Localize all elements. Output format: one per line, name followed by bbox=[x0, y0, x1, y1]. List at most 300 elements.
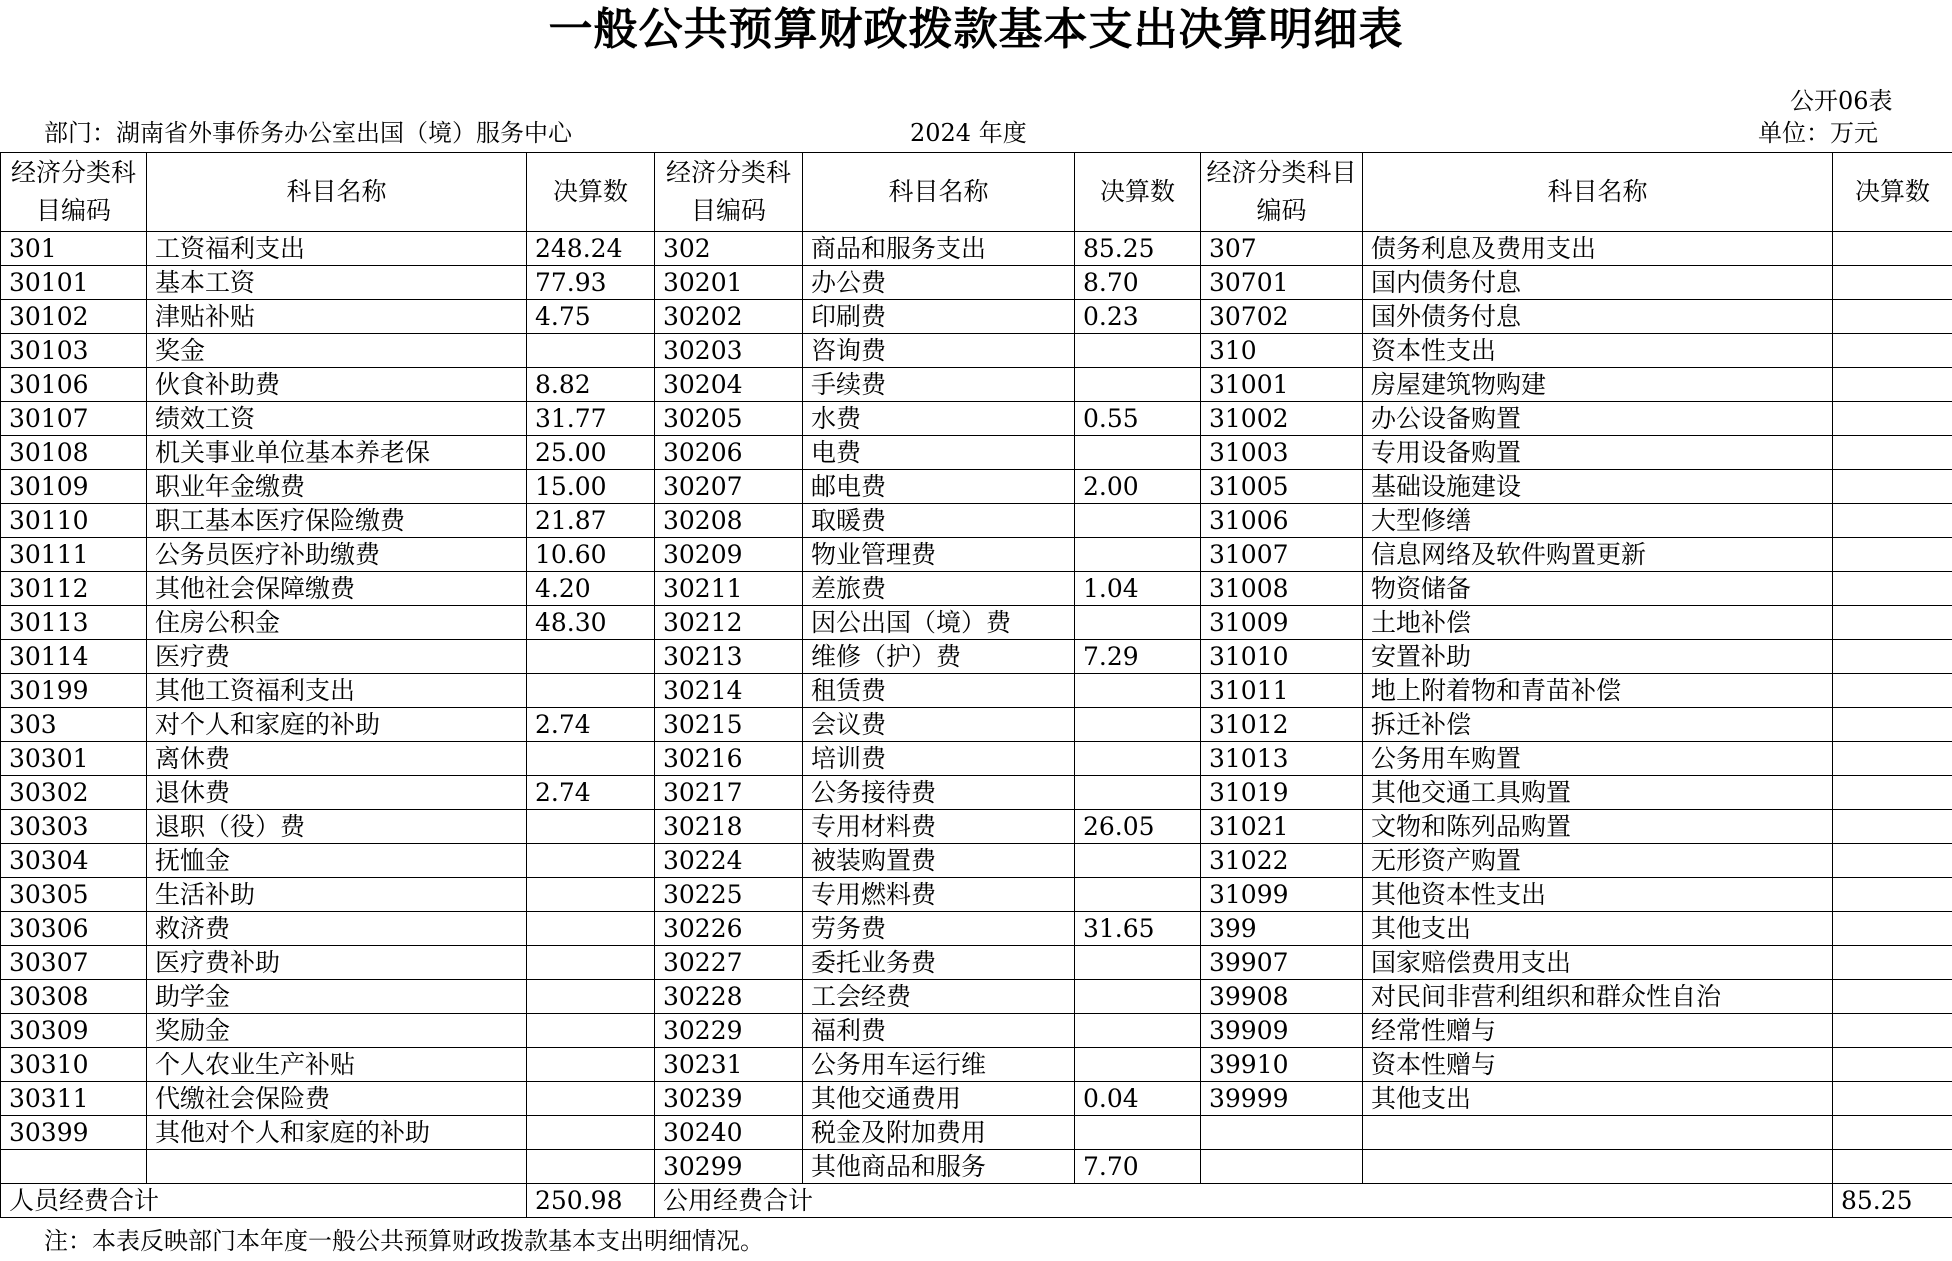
cell-code bbox=[1201, 1116, 1363, 1150]
cell-code: 31007 bbox=[1201, 538, 1363, 572]
unit-label: 单位：万元 bbox=[1758, 119, 1878, 147]
cell-amount bbox=[527, 810, 655, 844]
cell-amount bbox=[527, 334, 655, 368]
cell-name: 物业管理费 bbox=[803, 538, 1075, 572]
cell-code: 30217 bbox=[655, 776, 803, 810]
cell-name: 安置补助 bbox=[1363, 640, 1833, 674]
cell-amount bbox=[1833, 1150, 1952, 1184]
header-name-2: 科目名称 bbox=[803, 153, 1075, 232]
cell-amount bbox=[1833, 504, 1952, 538]
cell-amount bbox=[1833, 742, 1952, 776]
cell-name: 资本性支出 bbox=[1363, 334, 1833, 368]
cell-name: 会议费 bbox=[803, 708, 1075, 742]
cell-amount bbox=[1075, 538, 1201, 572]
cell-code: 30309 bbox=[1, 1014, 147, 1048]
cell-name: 其他支出 bbox=[1363, 1082, 1833, 1116]
cell-amount: 48.30 bbox=[527, 606, 655, 640]
cell-code: 30239 bbox=[655, 1082, 803, 1116]
cell-code: 30212 bbox=[655, 606, 803, 640]
cell-code: 30304 bbox=[1, 844, 147, 878]
cell-amount bbox=[527, 844, 655, 878]
cell-amount bbox=[1833, 402, 1952, 436]
cell-amount bbox=[1075, 368, 1201, 402]
cell-name: 医疗费补助 bbox=[147, 946, 527, 980]
cell-amount: 15.00 bbox=[527, 470, 655, 504]
cell-name: 机关事业单位基本养老保 bbox=[147, 436, 527, 470]
cell-code: 31022 bbox=[1201, 844, 1363, 878]
cell-code: 30702 bbox=[1201, 300, 1363, 334]
cell-amount: 8.70 bbox=[1075, 266, 1201, 300]
table-row bbox=[1, 538, 1952, 572]
cell-name: 医疗费 bbox=[147, 640, 527, 674]
header-code-1: 经济分类科目编码 bbox=[1, 153, 147, 232]
cell-code: 30305 bbox=[1, 878, 147, 912]
cell-name: 其他支出 bbox=[1363, 912, 1833, 946]
cell-amount: 85.25 bbox=[1075, 232, 1201, 266]
table-row bbox=[1, 912, 1952, 946]
cell-amount bbox=[1833, 674, 1952, 708]
table-header-row bbox=[1, 153, 1952, 232]
table-row bbox=[1, 776, 1952, 810]
cell-name: 信息网络及软件购置更新 bbox=[1363, 538, 1833, 572]
cell-amount bbox=[1833, 878, 1952, 912]
cell-name: 债务利息及费用支出 bbox=[1363, 232, 1833, 266]
cell-code: 31005 bbox=[1201, 470, 1363, 504]
table-row bbox=[1, 708, 1952, 742]
cell-code: 31099 bbox=[1201, 878, 1363, 912]
cell-code: 39909 bbox=[1201, 1014, 1363, 1048]
cell-code: 31008 bbox=[1201, 572, 1363, 606]
cell-name: 专用燃料费 bbox=[803, 878, 1075, 912]
cell-name: 委托业务费 bbox=[803, 946, 1075, 980]
cell-amount bbox=[527, 946, 655, 980]
header-name-1: 科目名称 bbox=[147, 153, 527, 232]
table-row bbox=[1, 606, 1952, 640]
table-row bbox=[1, 470, 1952, 504]
table-row bbox=[1, 1048, 1952, 1082]
totals-row bbox=[1, 1184, 1952, 1218]
cell-amount: 31.77 bbox=[527, 402, 655, 436]
cell-code: 302 bbox=[655, 232, 803, 266]
cell-name: 文物和陈列品购置 bbox=[1363, 810, 1833, 844]
cell-amount bbox=[1833, 1048, 1952, 1082]
cell-amount bbox=[1833, 232, 1952, 266]
cell-code: 30113 bbox=[1, 606, 147, 640]
cell-code: 310 bbox=[1201, 334, 1363, 368]
cell-amount bbox=[527, 640, 655, 674]
cell-code: 31019 bbox=[1201, 776, 1363, 810]
cell-amount bbox=[1833, 368, 1952, 402]
cell-name: 工会经费 bbox=[803, 980, 1075, 1014]
cell-name: 退职（役）费 bbox=[147, 810, 527, 844]
cell-code: 30214 bbox=[655, 674, 803, 708]
cell-name: 被装购置费 bbox=[803, 844, 1075, 878]
cell-amount bbox=[1075, 844, 1201, 878]
table-row bbox=[1, 402, 1952, 436]
cell-code: 30207 bbox=[655, 470, 803, 504]
cell-code: 30224 bbox=[655, 844, 803, 878]
table-row bbox=[1, 1082, 1952, 1116]
cell-code: 30303 bbox=[1, 810, 147, 844]
cell-amount bbox=[1833, 334, 1952, 368]
cell-name: 津贴补贴 bbox=[147, 300, 527, 334]
cell-name: 拆迁补偿 bbox=[1363, 708, 1833, 742]
cell-code: 30206 bbox=[655, 436, 803, 470]
table-row bbox=[1, 980, 1952, 1014]
cell-name: 其他交通工具购置 bbox=[1363, 776, 1833, 810]
cell-amount bbox=[1833, 470, 1952, 504]
cell-code: 30215 bbox=[655, 708, 803, 742]
cell-amount bbox=[527, 1082, 655, 1116]
cell-name: 水费 bbox=[803, 402, 1075, 436]
cell-name: 工资福利支出 bbox=[147, 232, 527, 266]
cell-amount bbox=[527, 1014, 655, 1048]
cell-name: 商品和服务支出 bbox=[803, 232, 1075, 266]
cell-code: 39999 bbox=[1201, 1082, 1363, 1116]
cell-amount bbox=[1833, 572, 1952, 606]
cell-code: 30311 bbox=[1, 1082, 147, 1116]
cell-code: 30213 bbox=[655, 640, 803, 674]
cell-code: 30307 bbox=[1, 946, 147, 980]
department-label: 部门：湖南省外事侨务办公室出国（境）服务中心 bbox=[44, 119, 572, 147]
cell-code: 30240 bbox=[655, 1116, 803, 1150]
cell-name: 职业年金缴费 bbox=[147, 470, 527, 504]
table-row bbox=[1, 674, 1952, 708]
cell-amount bbox=[1833, 810, 1952, 844]
cell-name: 税金及附加费用 bbox=[803, 1116, 1075, 1150]
cell-amount bbox=[527, 878, 655, 912]
cell-code: 30229 bbox=[655, 1014, 803, 1048]
cell-code: 30228 bbox=[655, 980, 803, 1014]
cell-code: 30216 bbox=[655, 742, 803, 776]
cell-code: 31002 bbox=[1201, 402, 1363, 436]
cell-name: 国外债务付息 bbox=[1363, 300, 1833, 334]
cell-code: 30108 bbox=[1, 436, 147, 470]
table-row bbox=[1, 640, 1952, 674]
cell-amount bbox=[1075, 878, 1201, 912]
cell-code: 301 bbox=[1, 232, 147, 266]
cell-code: 39908 bbox=[1201, 980, 1363, 1014]
cell-amount bbox=[1075, 436, 1201, 470]
public-total-label: 公用经费合计 bbox=[655, 1184, 1833, 1218]
cell-name: 培训费 bbox=[803, 742, 1075, 776]
cell-name: 基础设施建设 bbox=[1363, 470, 1833, 504]
cell-name: 无形资产购置 bbox=[1363, 844, 1833, 878]
table-row bbox=[1, 1150, 1952, 1184]
cell-name: 劳务费 bbox=[803, 912, 1075, 946]
cell-amount bbox=[1833, 538, 1952, 572]
table-row bbox=[1, 810, 1952, 844]
cell-code: 30227 bbox=[655, 946, 803, 980]
cell-name: 其他工资福利支出 bbox=[147, 674, 527, 708]
cell-code: 30114 bbox=[1, 640, 147, 674]
cell-name: 租赁费 bbox=[803, 674, 1075, 708]
cell-amount: 7.70 bbox=[1075, 1150, 1201, 1184]
cell-amount: 31.65 bbox=[1075, 912, 1201, 946]
header-amount-2: 决算数 bbox=[1075, 153, 1201, 232]
table-row bbox=[1, 334, 1952, 368]
cell-code: 30225 bbox=[655, 878, 803, 912]
cell-name bbox=[147, 1150, 527, 1184]
cell-code: 30218 bbox=[655, 810, 803, 844]
cell-amount bbox=[1833, 606, 1952, 640]
cell-amount: 1.04 bbox=[1075, 572, 1201, 606]
table-row bbox=[1, 572, 1952, 606]
cell-name: 国家赔偿费用支出 bbox=[1363, 946, 1833, 980]
cell-code: 30112 bbox=[1, 572, 147, 606]
cell-name: 专用设备购置 bbox=[1363, 436, 1833, 470]
cell-name: 专用材料费 bbox=[803, 810, 1075, 844]
cell-code: 30203 bbox=[655, 334, 803, 368]
cell-name: 对民间非营利组织和群众性自治 bbox=[1363, 980, 1833, 1014]
table-row bbox=[1, 1116, 1952, 1150]
cell-code: 30101 bbox=[1, 266, 147, 300]
cell-name: 绩效工资 bbox=[147, 402, 527, 436]
cell-amount: 21.87 bbox=[527, 504, 655, 538]
cell-amount bbox=[527, 1116, 655, 1150]
expenditure-table bbox=[0, 152, 1952, 1218]
cell-name: 邮电费 bbox=[803, 470, 1075, 504]
cell-code: 30226 bbox=[655, 912, 803, 946]
table-row bbox=[1, 844, 1952, 878]
cell-code: 303 bbox=[1, 708, 147, 742]
cell-amount bbox=[1833, 300, 1952, 334]
cell-name: 电费 bbox=[803, 436, 1075, 470]
cell-amount bbox=[527, 1150, 655, 1184]
table-row bbox=[1, 1014, 1952, 1048]
cell-amount bbox=[1833, 1082, 1952, 1116]
cell-name: 公务员医疗补助缴费 bbox=[147, 538, 527, 572]
cell-amount bbox=[1833, 844, 1952, 878]
table-row bbox=[1, 946, 1952, 980]
cell-amount bbox=[1833, 640, 1952, 674]
table-row bbox=[1, 504, 1952, 538]
cell-amount: 248.24 bbox=[527, 232, 655, 266]
table-body bbox=[1, 232, 1952, 1184]
cell-name: 差旅费 bbox=[803, 572, 1075, 606]
cell-name: 抚恤金 bbox=[147, 844, 527, 878]
cell-name: 生活补助 bbox=[147, 878, 527, 912]
cell-code bbox=[1201, 1150, 1363, 1184]
cell-amount: 8.82 bbox=[527, 368, 655, 402]
cell-name: 其他对个人和家庭的补助 bbox=[147, 1116, 527, 1150]
cell-code: 30204 bbox=[655, 368, 803, 402]
header-amount-1: 决算数 bbox=[527, 153, 655, 232]
cell-amount: 0.23 bbox=[1075, 300, 1201, 334]
cell-code: 30301 bbox=[1, 742, 147, 776]
cell-amount bbox=[1075, 980, 1201, 1014]
cell-code: 31009 bbox=[1201, 606, 1363, 640]
cell-name: 公务用车运行维 bbox=[803, 1048, 1075, 1082]
cell-amount bbox=[1833, 946, 1952, 980]
cell-amount bbox=[527, 980, 655, 1014]
cell-code: 30201 bbox=[655, 266, 803, 300]
cell-code: 30302 bbox=[1, 776, 147, 810]
cell-amount bbox=[527, 674, 655, 708]
cell-code: 30110 bbox=[1, 504, 147, 538]
table-row bbox=[1, 368, 1952, 402]
cell-code: 31013 bbox=[1201, 742, 1363, 776]
cell-amount bbox=[1833, 980, 1952, 1014]
cell-name: 维修（护）费 bbox=[803, 640, 1075, 674]
cell-code bbox=[1, 1150, 147, 1184]
cell-amount bbox=[527, 742, 655, 776]
cell-code: 30231 bbox=[655, 1048, 803, 1082]
cell-code: 30308 bbox=[1, 980, 147, 1014]
cell-name: 咨询费 bbox=[803, 334, 1075, 368]
cell-amount bbox=[1075, 1048, 1201, 1082]
cell-name: 其他社会保障缴费 bbox=[147, 572, 527, 606]
cell-name: 办公费 bbox=[803, 266, 1075, 300]
cell-name: 印刷费 bbox=[803, 300, 1075, 334]
header-code-2: 经济分类科目编码 bbox=[655, 153, 803, 232]
cell-amount: 4.20 bbox=[527, 572, 655, 606]
cell-code: 30199 bbox=[1, 674, 147, 708]
cell-amount bbox=[1833, 912, 1952, 946]
cell-amount: 77.93 bbox=[527, 266, 655, 300]
cell-name: 因公出国（境）费 bbox=[803, 606, 1075, 640]
cell-code: 31006 bbox=[1201, 504, 1363, 538]
cell-name: 奖励金 bbox=[147, 1014, 527, 1048]
cell-name: 福利费 bbox=[803, 1014, 1075, 1048]
cell-name: 救济费 bbox=[147, 912, 527, 946]
cell-amount: 2.74 bbox=[527, 776, 655, 810]
cell-name: 伙食补助费 bbox=[147, 368, 527, 402]
cell-name: 手续费 bbox=[803, 368, 1075, 402]
table-number: 公开06表 bbox=[1790, 87, 1893, 115]
page-title: 一般公共预算财政拨款基本支出决算明细表 bbox=[548, 4, 1404, 55]
cell-code: 30106 bbox=[1, 368, 147, 402]
table-row bbox=[1, 266, 1952, 300]
cell-amount bbox=[1833, 266, 1952, 300]
cell-code: 30299 bbox=[655, 1150, 803, 1184]
cell-amount bbox=[1075, 708, 1201, 742]
cell-amount bbox=[1075, 1116, 1201, 1150]
cell-code: 399 bbox=[1201, 912, 1363, 946]
cell-name: 奖金 bbox=[147, 334, 527, 368]
cell-code: 39910 bbox=[1201, 1048, 1363, 1082]
cell-name: 公务接待费 bbox=[803, 776, 1075, 810]
cell-amount bbox=[1833, 776, 1952, 810]
cell-amount bbox=[1075, 504, 1201, 538]
table-row bbox=[1, 300, 1952, 334]
cell-amount: 10.60 bbox=[527, 538, 655, 572]
cell-amount bbox=[1833, 708, 1952, 742]
cell-name: 其他商品和服务 bbox=[803, 1150, 1075, 1184]
table-note: 注：本表反映部门本年度一般公共预算财政拨款基本支出明细情况。 bbox=[44, 1227, 764, 1255]
cell-code: 30109 bbox=[1, 470, 147, 504]
header-amount-3: 决算数 bbox=[1833, 153, 1952, 232]
cell-code: 31001 bbox=[1201, 368, 1363, 402]
cell-code: 30208 bbox=[655, 504, 803, 538]
cell-amount: 25.00 bbox=[527, 436, 655, 470]
cell-amount bbox=[1075, 334, 1201, 368]
cell-code: 31021 bbox=[1201, 810, 1363, 844]
cell-name: 大型修缮 bbox=[1363, 504, 1833, 538]
cell-amount: 2.00 bbox=[1075, 470, 1201, 504]
public-total-value: 85.25 bbox=[1833, 1184, 1952, 1218]
cell-code: 30310 bbox=[1, 1048, 147, 1082]
cell-name: 对个人和家庭的补助 bbox=[147, 708, 527, 742]
cell-name: 国内债务付息 bbox=[1363, 266, 1833, 300]
cell-name: 房屋建筑物购建 bbox=[1363, 368, 1833, 402]
cell-code: 307 bbox=[1201, 232, 1363, 266]
table-row bbox=[1, 878, 1952, 912]
cell-amount bbox=[1833, 1014, 1952, 1048]
cell-code: 31011 bbox=[1201, 674, 1363, 708]
cell-name: 住房公积金 bbox=[147, 606, 527, 640]
cell-name: 经常性赠与 bbox=[1363, 1014, 1833, 1048]
cell-code: 30103 bbox=[1, 334, 147, 368]
cell-amount: 2.74 bbox=[527, 708, 655, 742]
cell-code: 31010 bbox=[1201, 640, 1363, 674]
cell-code: 30399 bbox=[1, 1116, 147, 1150]
cell-amount bbox=[527, 1048, 655, 1082]
cell-code: 30209 bbox=[655, 538, 803, 572]
cell-name bbox=[1363, 1150, 1833, 1184]
cell-name: 退休费 bbox=[147, 776, 527, 810]
fiscal-year: 2024 年度 bbox=[910, 119, 1027, 147]
personnel-total-value: 250.98 bbox=[527, 1184, 655, 1218]
cell-code: 30211 bbox=[655, 572, 803, 606]
cell-amount: 26.05 bbox=[1075, 810, 1201, 844]
cell-code: 30306 bbox=[1, 912, 147, 946]
cell-amount: 0.55 bbox=[1075, 402, 1201, 436]
cell-amount: 4.75 bbox=[527, 300, 655, 334]
cell-name: 地上附着物和青苗补偿 bbox=[1363, 674, 1833, 708]
cell-name: 代缴社会保险费 bbox=[147, 1082, 527, 1116]
cell-code: 39907 bbox=[1201, 946, 1363, 980]
cell-name: 资本性赠与 bbox=[1363, 1048, 1833, 1082]
cell-name: 其他交通费用 bbox=[803, 1082, 1075, 1116]
cell-amount: 7.29 bbox=[1075, 640, 1201, 674]
cell-code: 30107 bbox=[1, 402, 147, 436]
cell-code: 30701 bbox=[1201, 266, 1363, 300]
cell-name: 公务用车购置 bbox=[1363, 742, 1833, 776]
cell-name: 物资储备 bbox=[1363, 572, 1833, 606]
cell-name: 职工基本医疗保险缴费 bbox=[147, 504, 527, 538]
cell-amount bbox=[1833, 1116, 1952, 1150]
cell-amount bbox=[1075, 776, 1201, 810]
cell-name: 离休费 bbox=[147, 742, 527, 776]
table-row bbox=[1, 742, 1952, 776]
cell-name: 办公设备购置 bbox=[1363, 402, 1833, 436]
cell-name: 其他资本性支出 bbox=[1363, 878, 1833, 912]
personnel-total-label: 人员经费合计 bbox=[1, 1184, 527, 1218]
cell-code: 30205 bbox=[655, 402, 803, 436]
cell-amount bbox=[527, 912, 655, 946]
cell-amount bbox=[1833, 436, 1952, 470]
cell-code: 31012 bbox=[1201, 708, 1363, 742]
cell-code: 30202 bbox=[655, 300, 803, 334]
cell-amount: 0.04 bbox=[1075, 1082, 1201, 1116]
header-code-3: 经济分类科目编码 bbox=[1201, 153, 1363, 232]
cell-code: 30102 bbox=[1, 300, 147, 334]
cell-name: 个人农业生产补贴 bbox=[147, 1048, 527, 1082]
cell-code: 30111 bbox=[1, 538, 147, 572]
cell-name: 取暖费 bbox=[803, 504, 1075, 538]
table-row bbox=[1, 436, 1952, 470]
header-name-3: 科目名称 bbox=[1363, 153, 1833, 232]
cell-amount bbox=[1075, 606, 1201, 640]
cell-amount bbox=[1075, 674, 1201, 708]
cell-amount bbox=[1075, 1014, 1201, 1048]
cell-code: 31003 bbox=[1201, 436, 1363, 470]
cell-amount bbox=[1075, 946, 1201, 980]
cell-amount bbox=[1075, 742, 1201, 776]
cell-name: 土地补偿 bbox=[1363, 606, 1833, 640]
cell-name: 基本工资 bbox=[147, 266, 527, 300]
